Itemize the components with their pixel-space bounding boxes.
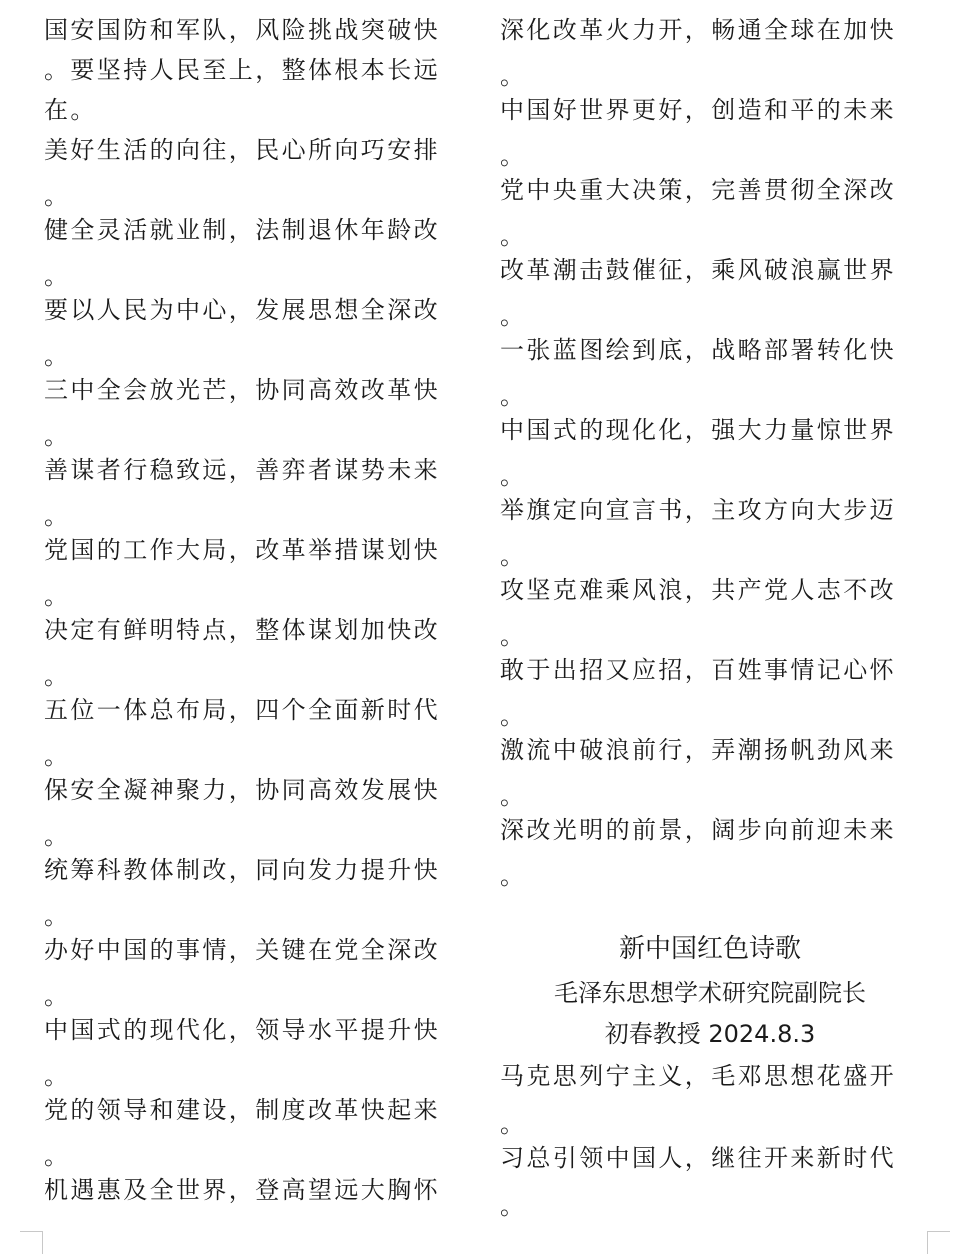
poem-line: 攻坚克难乘风浪，共产党人志不改: [500, 576, 896, 604]
poem-line: 深改光明的前景，阔步向前迎未来: [500, 816, 896, 844]
poem-line: 习总引领中国人，继往开来新时代: [500, 1144, 896, 1172]
poem-line: 。: [44, 902, 71, 930]
poem-line: 深化改革火力开，畅通全球在加快: [500, 16, 896, 44]
poem-line: 。: [500, 862, 527, 890]
poem-line: 。: [500, 1110, 527, 1138]
poem-line: 。: [44, 982, 71, 1010]
poem-line: 。: [500, 782, 527, 810]
poem-line: 。: [44, 182, 71, 210]
poem-line: 机遇惠及全世界，登高望远大胸怀: [44, 1176, 440, 1204]
poem-line: 办好中国的事情，关键在党全深改: [44, 936, 440, 964]
poem-line: 美好生活的向往，民心所向巧安排: [44, 136, 440, 164]
page-corner-mark-left: [20, 1231, 43, 1254]
poem-line: 。: [500, 462, 527, 490]
page-corner-mark-right: [927, 1231, 950, 1254]
poem-line: 。: [44, 582, 71, 610]
poem-line: 。: [500, 222, 527, 250]
poem-line: 。: [44, 422, 71, 450]
poem-title: 新中国红色诗歌: [618, 934, 801, 964]
poem-line: 要以人民为中心，发展思想全深改: [44, 296, 440, 324]
poem-line: 。: [500, 142, 527, 170]
poem-line: 。: [44, 822, 71, 850]
poem-line: 中国好世界更好，创造和平的未来: [500, 96, 896, 124]
poem-line: 中国式的现化化，强大力量惊世界: [500, 416, 896, 444]
poem-line: 保安全凝神聚力，协同高效发展快: [44, 776, 440, 804]
poem-line: 举旗定向宣言书，主攻方向大步迈: [500, 496, 896, 524]
poem-line: 。: [500, 622, 527, 650]
poem-line: 。: [500, 62, 527, 90]
poem-line: 。要坚持人民至上，整体根本长远: [44, 56, 440, 84]
poem-line: 国安国防和军队，风险挑战突破快: [44, 16, 440, 44]
poem-line: 党国的工作大局，改革举措谋划快: [44, 536, 440, 564]
poem-line: 。: [500, 382, 527, 410]
poem-line: 。: [44, 262, 71, 290]
poem-line: 马克思列宁主义，毛邓思想花盛开: [500, 1062, 896, 1090]
poem-line: 五位一体总布局，四个全面新时代: [44, 696, 440, 724]
poem-line: 。: [44, 1062, 71, 1090]
author-date: 初春教授 2024.8.3: [604, 1020, 816, 1048]
author-affiliation: 毛泽东思想学术研究院副院长: [554, 979, 866, 1007]
poem-line: 党中央重大决策，完善贯彻全深改: [500, 176, 896, 204]
poem-line: 。: [44, 742, 71, 770]
poem-line: 。: [500, 1192, 527, 1220]
poem-line: 中国式的现代化，领导水平提升快: [44, 1016, 440, 1044]
poem-line: 。: [44, 662, 71, 690]
poem-line: 健全灵活就业制，法制退休年龄改: [44, 216, 440, 244]
poem-line: 敢于出招又应招，百姓事情记心怀: [500, 656, 896, 684]
poem-line: 。: [500, 302, 527, 330]
poem-line: 三中全会放光芒，协同高效改革快: [44, 376, 440, 404]
poem-line: 。: [44, 342, 71, 370]
poem-line: 在。: [44, 96, 97, 124]
poem-line: 改革潮击鼓催征，乘风破浪赢世界: [500, 256, 896, 284]
poem-line: 激流中破浪前行，弄潮扬帆劲风来: [500, 736, 896, 764]
poem-line: 。: [500, 702, 527, 730]
poem-line: 党的领导和建设，制度改革快起来: [44, 1096, 440, 1124]
poem-line: 一张蓝图绘到底，战略部署转化快: [500, 336, 896, 364]
poem-line: 善谋者行稳致远，善弈者谋势未来: [44, 456, 440, 484]
poem-line: 。: [44, 502, 71, 530]
poem-line: 决定有鲜明特点，整体谋划加快改: [44, 616, 440, 644]
poem-line: 统筹科教体制改，同向发力提升快: [44, 856, 440, 884]
poem-line: 。: [500, 542, 527, 570]
poem-line: 。: [44, 1142, 71, 1170]
